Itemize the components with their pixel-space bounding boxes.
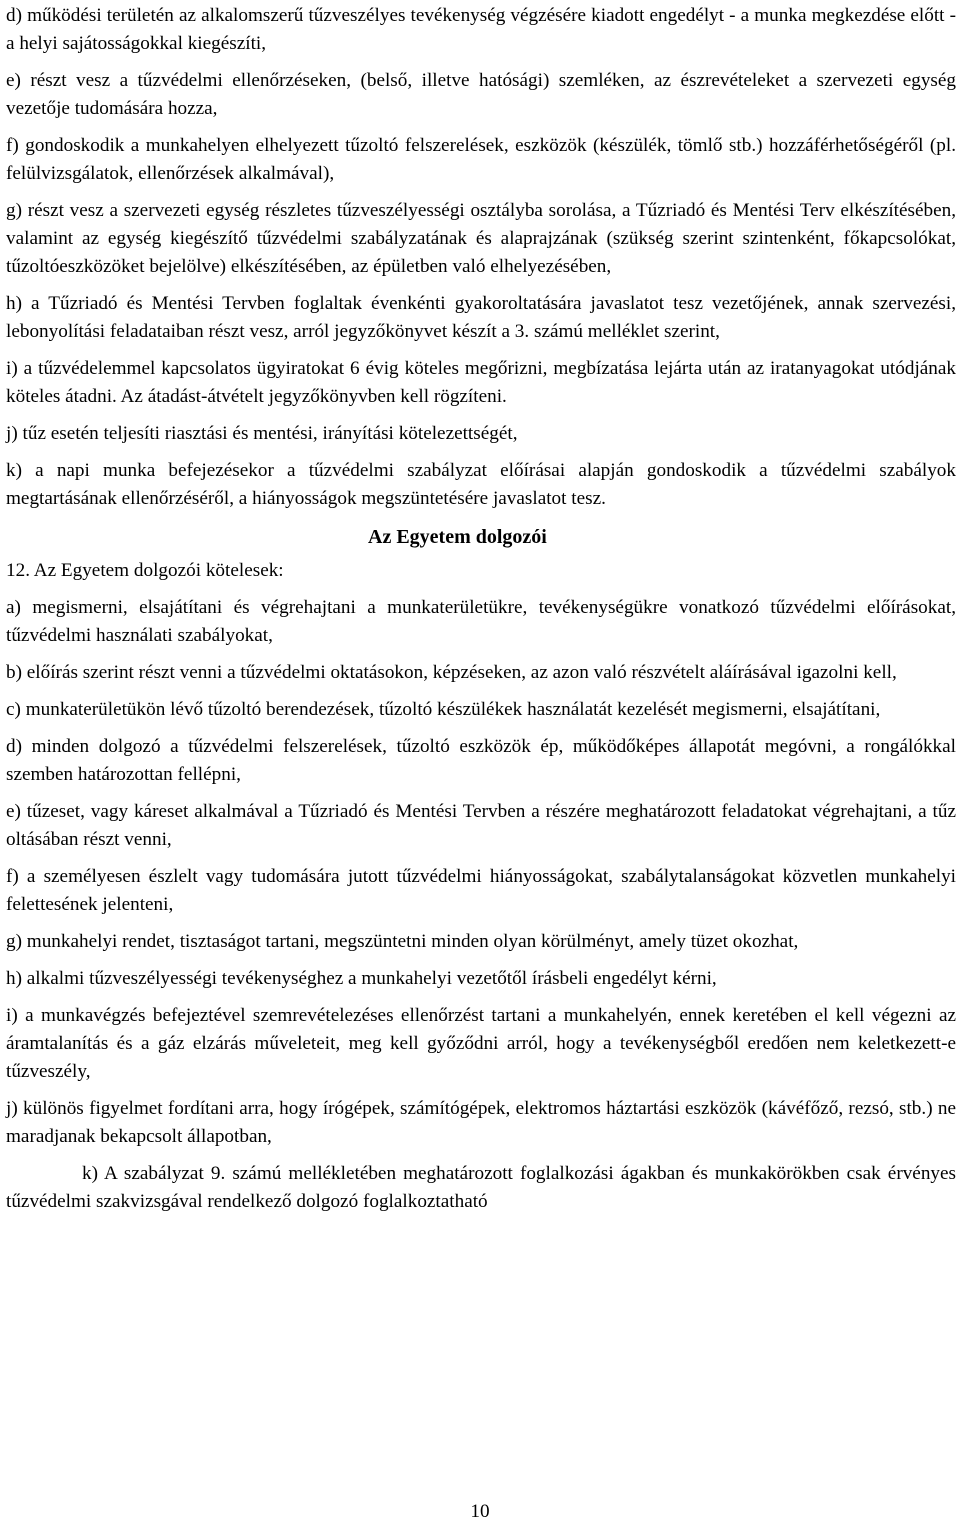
page-number: 10: [470, 1501, 490, 1522]
paragraph-k: k) a napi munka befejezésekor a tűzvédelmi szabályzat előírásai alapján gondoskodik a tűzvédelmi szabályok megtartásának ellenőrzéséről, a hiányosságok megszüntetésére javaslatot tesz.: [6, 460, 956, 509]
paragraph-i: i) a tűzvédelemmel kapcsolatos ügyiratokat 6 évig köteles megőrizni, megbízatása lejárta után az iratanyagokat utódjának köteles átadni. Az átadást-átvételt jegyzőkönyvben kell rögzíteni.: [6, 358, 956, 407]
duty-b: b) előírás szerint részt venni a tűzvédelmi oktatásokon, képzéseken, az azon való részvételt aláírásával igazolni kell,: [6, 662, 897, 683]
paragraph-f: f) gondoskodik a munkahelyen elhelyezett tűzoltó felszerelések, eszközök (készülék, tömlő stb.) hozzáférhetőségéről (pl. felülvizsgálatok, ellenőrzések alkalmával),: [6, 135, 956, 184]
paragraph-d: d) működési területén az alkalomszerű tűzveszélyes tevékenység végzésére kiadott engedélyt - a munka megkezdése előtt - a helyi sajátosságokkal kiegészíti,: [6, 5, 956, 54]
paragraph-e: e) részt vesz a tűzvédelmi ellenőrzéseken, (belső, illetve hatósági) szemléken, az észrevételeket a szervezeti egység vezetője tudomására hozza,: [6, 70, 956, 119]
duty-h: h) alkalmi tűzveszélyességi tevékenységhez a munkahelyi vezetőtől írásbeli engedélyt kérni,: [6, 968, 717, 989]
section-number: 12.: [6, 560, 30, 581]
duty-c: c) munkaterületükön lévő tűzoltó berendezések, tűzoltó készülékek használatát kezelését megismerni, elsajátítani,: [6, 699, 881, 720]
duty-i: i) a munkavégzés befejeztével szemrevételezéses ellenőrzést tartani a munkahelyén, ennek keretében el kell végezni az áramtalanítás és a gáz elzárás műveleteit, meg kell győződni arról, hogy a tevékenységből eredően nem keletkezett-e tűzveszély,: [6, 1005, 956, 1082]
duty-j: j) különös figyelmet fordítani arra, hogy írógépek, számítógépek, elektromos háztartási eszközök (kávéfőző, rezsó, stb.) ne maradjanak bekapcsolt állapotban,: [6, 1098, 956, 1147]
paragraph-h: h) a Tűzriadó és Mentési Tervben foglaltak évenkénti gyakoroltatására javaslatot tesz vezetőjének, annak szervezési, lebonyolítási feladataiban részt vesz, arról jegyzőkönyvet készít a 3. számú melléklet szerint,: [6, 293, 956, 342]
duty-d: d) minden dolgozó a tűzvédelmi felszerelések, tűzoltó eszközök ép, működőképes állapotát megóvni, a rongálókkal szemben határozottan fellépni,: [6, 736, 956, 785]
section-title: Az Egyetem dolgozói kötelesek:: [33, 560, 284, 581]
duty-f: f) a személyesen észlelt vagy tudomására jutott tűzvédelmi hiányosságokat, szabálytalanságokat közvetlen munkahelyi felettesének jelenteni,: [6, 866, 956, 915]
section-heading: [6, 557, 956, 585]
duty-e: e) tűzeset, vagy káreset alkalmával a Tűzriadó és Mentési Tervben a részére meghatározott feladatokat végrehajtani, a tűz oltásában részt venni,: [6, 801, 956, 850]
paragraph-g: g) részt vesz a szervezeti egység részletes tűzveszélyességi osztályba sorolása, a Tűzriadó és Mentési Terv elkészítésében, valamint az egység kiegészítő tűzvédelmi szabályzatának és alaprajzának (szükség szerint szintenként, főkapcsolókat, tűzoltóeszközöket bejelölve) elkészítésében, az épületben való elhelyezésében,: [6, 200, 956, 277]
duty-g: g) munkahelyi rendet, tisztaságot tartani, megszüntetni minden olyan körülményt, amely tüzet okozhat,: [6, 931, 799, 952]
section-subheading: Az Egyetem dolgozói: [368, 526, 547, 548]
paragraph-j: j) tűz esetén teljesíti riasztási és mentési, irányítási kötelezettségét,: [6, 423, 518, 444]
document-page: [6, 0, 956, 1537]
duty-a: a) megismerni, elsajátítani és végrehajtani a munkaterületükre, tevékenységükre vonatkozó tűzvédelmi előírásokat, tűzvédelmi használati szabályokat,: [6, 597, 956, 646]
duty-k: k) A szabályzat 9. számú mellékletében meghatározott foglalkozási ágakban és munkakörökben csak érvényes tűzvédelmi szakvizsgával rendelkező dolgozó foglalkoztatható: [6, 1163, 956, 1212]
